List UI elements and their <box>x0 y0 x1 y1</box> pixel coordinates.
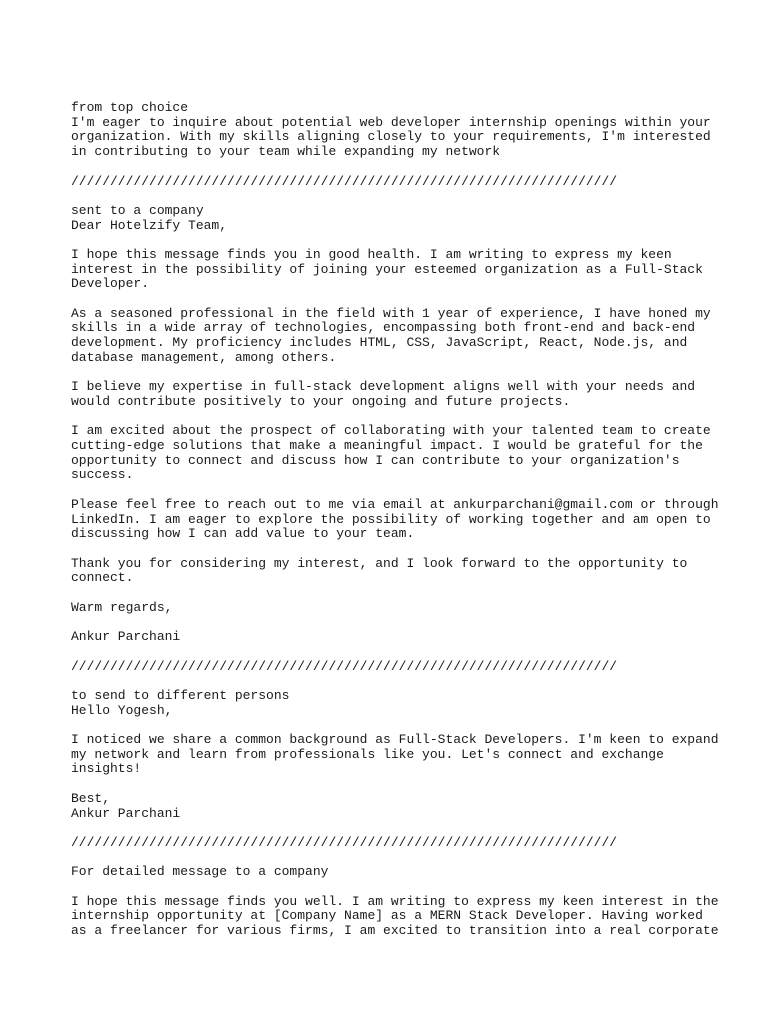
paragraph <box>71 630 731 645</box>
text-line: discussing how I can add value to your team. <box>71 526 415 542</box>
paragraph <box>71 307 731 366</box>
text-line: would contribute positively to your ongoing and future projects. <box>71 393 571 409</box>
text-line: Ankur Parchani <box>71 629 181 645</box>
paragraph-gap <box>71 851 731 866</box>
paragraph <box>71 424 731 483</box>
text-line: database management, among others. <box>71 349 337 365</box>
text-line: I noticed we share a common background as Full-Stack Developers. I'm keen to expand <box>71 732 719 748</box>
text-line: connect. <box>71 570 134 586</box>
paragraph <box>71 101 731 160</box>
text-line: Best, <box>71 790 111 806</box>
paragraph-gap <box>71 880 731 895</box>
paragraph-gap <box>71 233 731 248</box>
paragraph <box>71 498 731 542</box>
text-line: Ankur Parchani <box>71 805 181 821</box>
section-divider <box>71 836 731 851</box>
paragraph-gap <box>71 483 731 498</box>
text-line: interest in the possibility of joining your esteemed organization as a Full-Stack <box>71 261 703 277</box>
paragraph-gap <box>71 410 731 425</box>
paragraph <box>71 380 731 409</box>
text-line: LinkedIn. I am eager to explore the possibility of working together and am open to <box>71 511 711 527</box>
text-line: internship opportunity at [Company Name] as a MERN Stack Developer. Having worked <box>71 908 703 924</box>
text-line: from top choice <box>71 100 189 115</box>
section-divider <box>71 175 731 190</box>
divider-line: ////////////////////////////////////////////////////////////////////// <box>71 658 618 674</box>
text-line: organization. With my skills aligning closely to your requirements, I'm interested <box>71 129 711 145</box>
text-line: development. My proficiency includes HTML, CSS, JavaScript, React, Node.js, and <box>71 335 688 351</box>
paragraph <box>71 204 731 233</box>
paragraph-gap <box>71 645 731 660</box>
text-line: I am excited about the prospect of collaborating with your talented team to create <box>71 423 711 439</box>
paragraph-gap <box>71 292 731 307</box>
paragraph-gap <box>71 160 731 175</box>
paragraph-gap <box>71 189 731 204</box>
text-line: Developer. <box>71 276 150 292</box>
paragraph <box>71 733 731 777</box>
text-line: in contributing to your team while expanding my network <box>71 144 501 160</box>
paragraph <box>71 865 731 880</box>
paragraph-gap <box>71 586 731 601</box>
text-line: As a seasoned professional in the field with 1 year of experience, I have honed my <box>71 305 711 321</box>
text-line: sent to a company <box>71 202 204 218</box>
text-line: success. <box>71 467 134 483</box>
paragraph-gap <box>71 366 731 381</box>
text-line: to send to different persons <box>71 687 290 703</box>
text-line: as a freelancer for various firms, I am excited to transition into a real corporate <box>71 923 719 939</box>
paragraph <box>71 557 731 586</box>
text-line: I hope this message finds you in good health. I am writing to express my keen <box>71 246 672 262</box>
divider-line: ////////////////////////////////////////////////////////////////////// <box>71 834 618 850</box>
divider-line: ////////////////////////////////////////////////////////////////////// <box>71 173 618 189</box>
paragraph <box>71 601 731 616</box>
paragraph <box>71 248 731 292</box>
text-line: Please feel free to reach out to me via email at ankurparchani@gmail.com or through <box>71 496 719 512</box>
section-divider <box>71 660 731 675</box>
paragraph-gap <box>71 718 731 733</box>
text-line: For detailed message to a company <box>71 864 329 880</box>
text-line: cutting-edge solutions that make a meaningful impact. I would be grateful for the <box>71 438 703 454</box>
text-line: skills in a wide array of technologies, encompassing both front-end and back-end <box>71 320 696 336</box>
text-line: Thank you for considering my interest, and I look forward to the opportunity to <box>71 555 688 571</box>
text-line: insights! <box>71 761 142 777</box>
paragraph <box>71 895 731 939</box>
text-line: my network and learn from professionals like you. Let's connect and exchange <box>71 746 664 762</box>
paragraph <box>71 689 731 718</box>
text-line: opportunity to connect and discuss how I can contribute to your organization's <box>71 452 680 468</box>
text-line: Dear Hotelzify Team, <box>71 217 228 233</box>
paragraph-gap <box>71 615 731 630</box>
text-line: Hello Yogesh, <box>71 702 173 718</box>
paragraph <box>71 792 731 821</box>
document-body <box>71 101 731 939</box>
text-line: I believe my expertise in full-stack development aligns well with your needs and <box>71 379 696 395</box>
paragraph-gap <box>71 674 731 689</box>
text-line: I'm eager to inquire about potential web developer internship openings within your <box>71 114 711 130</box>
paragraph-gap <box>71 777 731 792</box>
paragraph-gap <box>71 821 731 836</box>
paragraph-gap <box>71 542 731 557</box>
text-line: I hope this message finds you well. I am writing to express my keen interest in the <box>71 893 719 909</box>
text-line: Warm regards, <box>71 599 173 615</box>
